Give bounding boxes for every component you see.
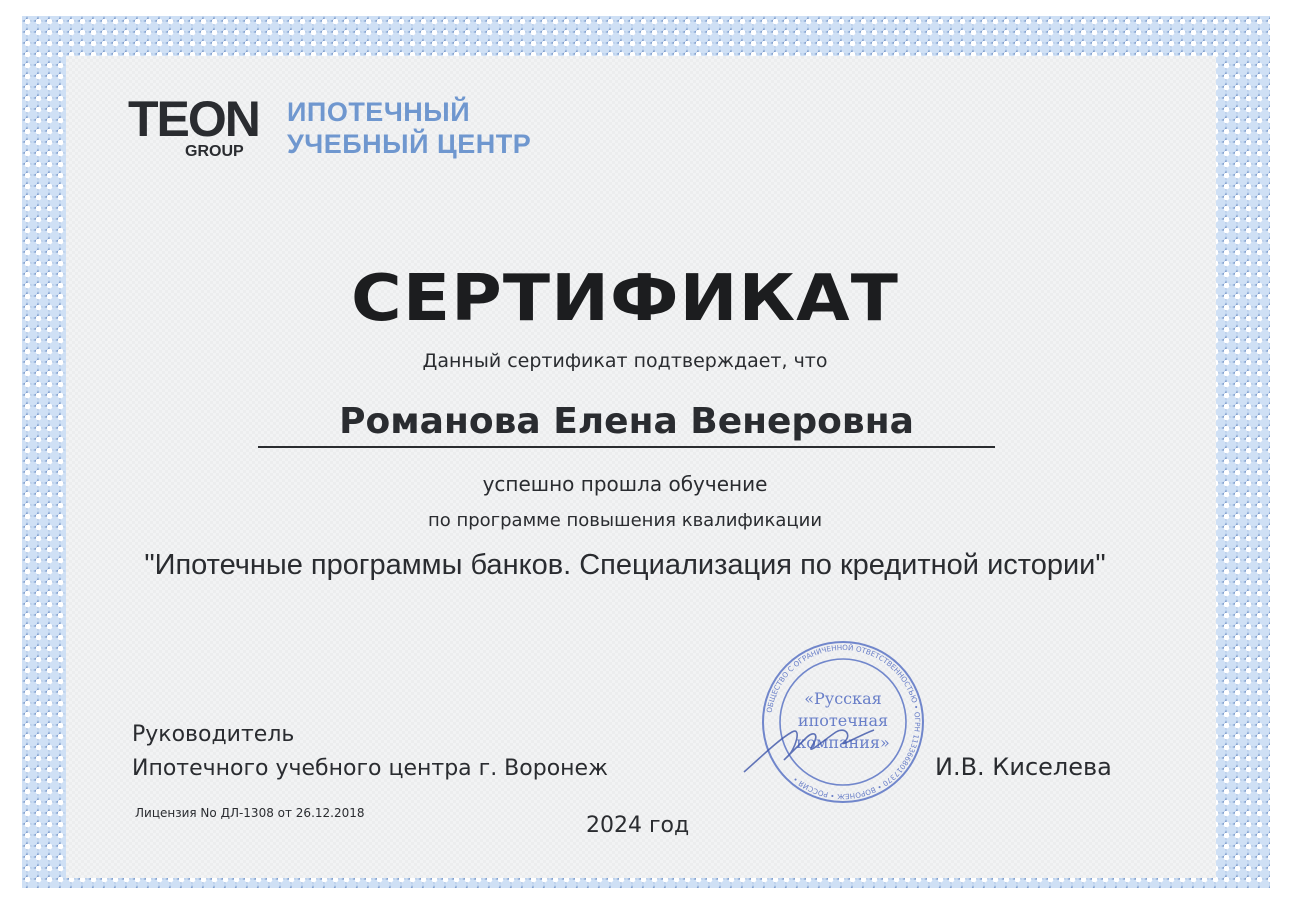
stamp-text-2: ипотечная <box>797 711 889 730</box>
director-line1: Руководитель <box>132 722 295 747</box>
recipient-name: Романова Елена Венеровна <box>258 398 995 448</box>
training-center-name <box>287 96 531 160</box>
signer-name: И.В. Киселева <box>935 753 1112 781</box>
confirm-text: Данный сертификат подтверждает, что <box>422 350 828 372</box>
logo-brand-text: TEON <box>128 91 259 147</box>
stamp-text-1: «Русская <box>804 689 882 708</box>
program-intro-text: по программе повышения квалификации <box>427 510 823 531</box>
center-name-line1: ИПОТЕЧНЫЙ <box>287 97 471 127</box>
teon-group-logo <box>128 91 259 164</box>
director-line2: Ипотечного учебного центра г. Воронеж <box>132 756 608 781</box>
director-title <box>132 718 608 786</box>
completion-text: успешно прошла обучение <box>482 472 768 496</box>
stamp-ring-text: ОБЩЕСТВО С ОГРАНИЧЕННОЙ ОТВЕТСТВЕННОСТЬЮ • ОГРН 1133668017370 • ВОРОНЕЖ • РОССИЯ • <box>764 642 923 802</box>
center-name-line2: УЧЕБНЫЙ ЦЕНТР <box>287 129 532 159</box>
program-name: "Ипотечные программы банков. Специализация по кредитной истории" <box>144 549 1106 581</box>
stamp-text-3: компания» <box>796 733 890 752</box>
certificate-year: 2024 год <box>586 813 690 838</box>
license-text: Лицензия No ДЛ-1308 от 26.12.2018 <box>135 806 365 820</box>
certificate-title: СЕРТИФИКАТ <box>351 262 899 336</box>
company-stamp <box>740 640 940 810</box>
logo-group-text: GROUP <box>185 143 244 160</box>
